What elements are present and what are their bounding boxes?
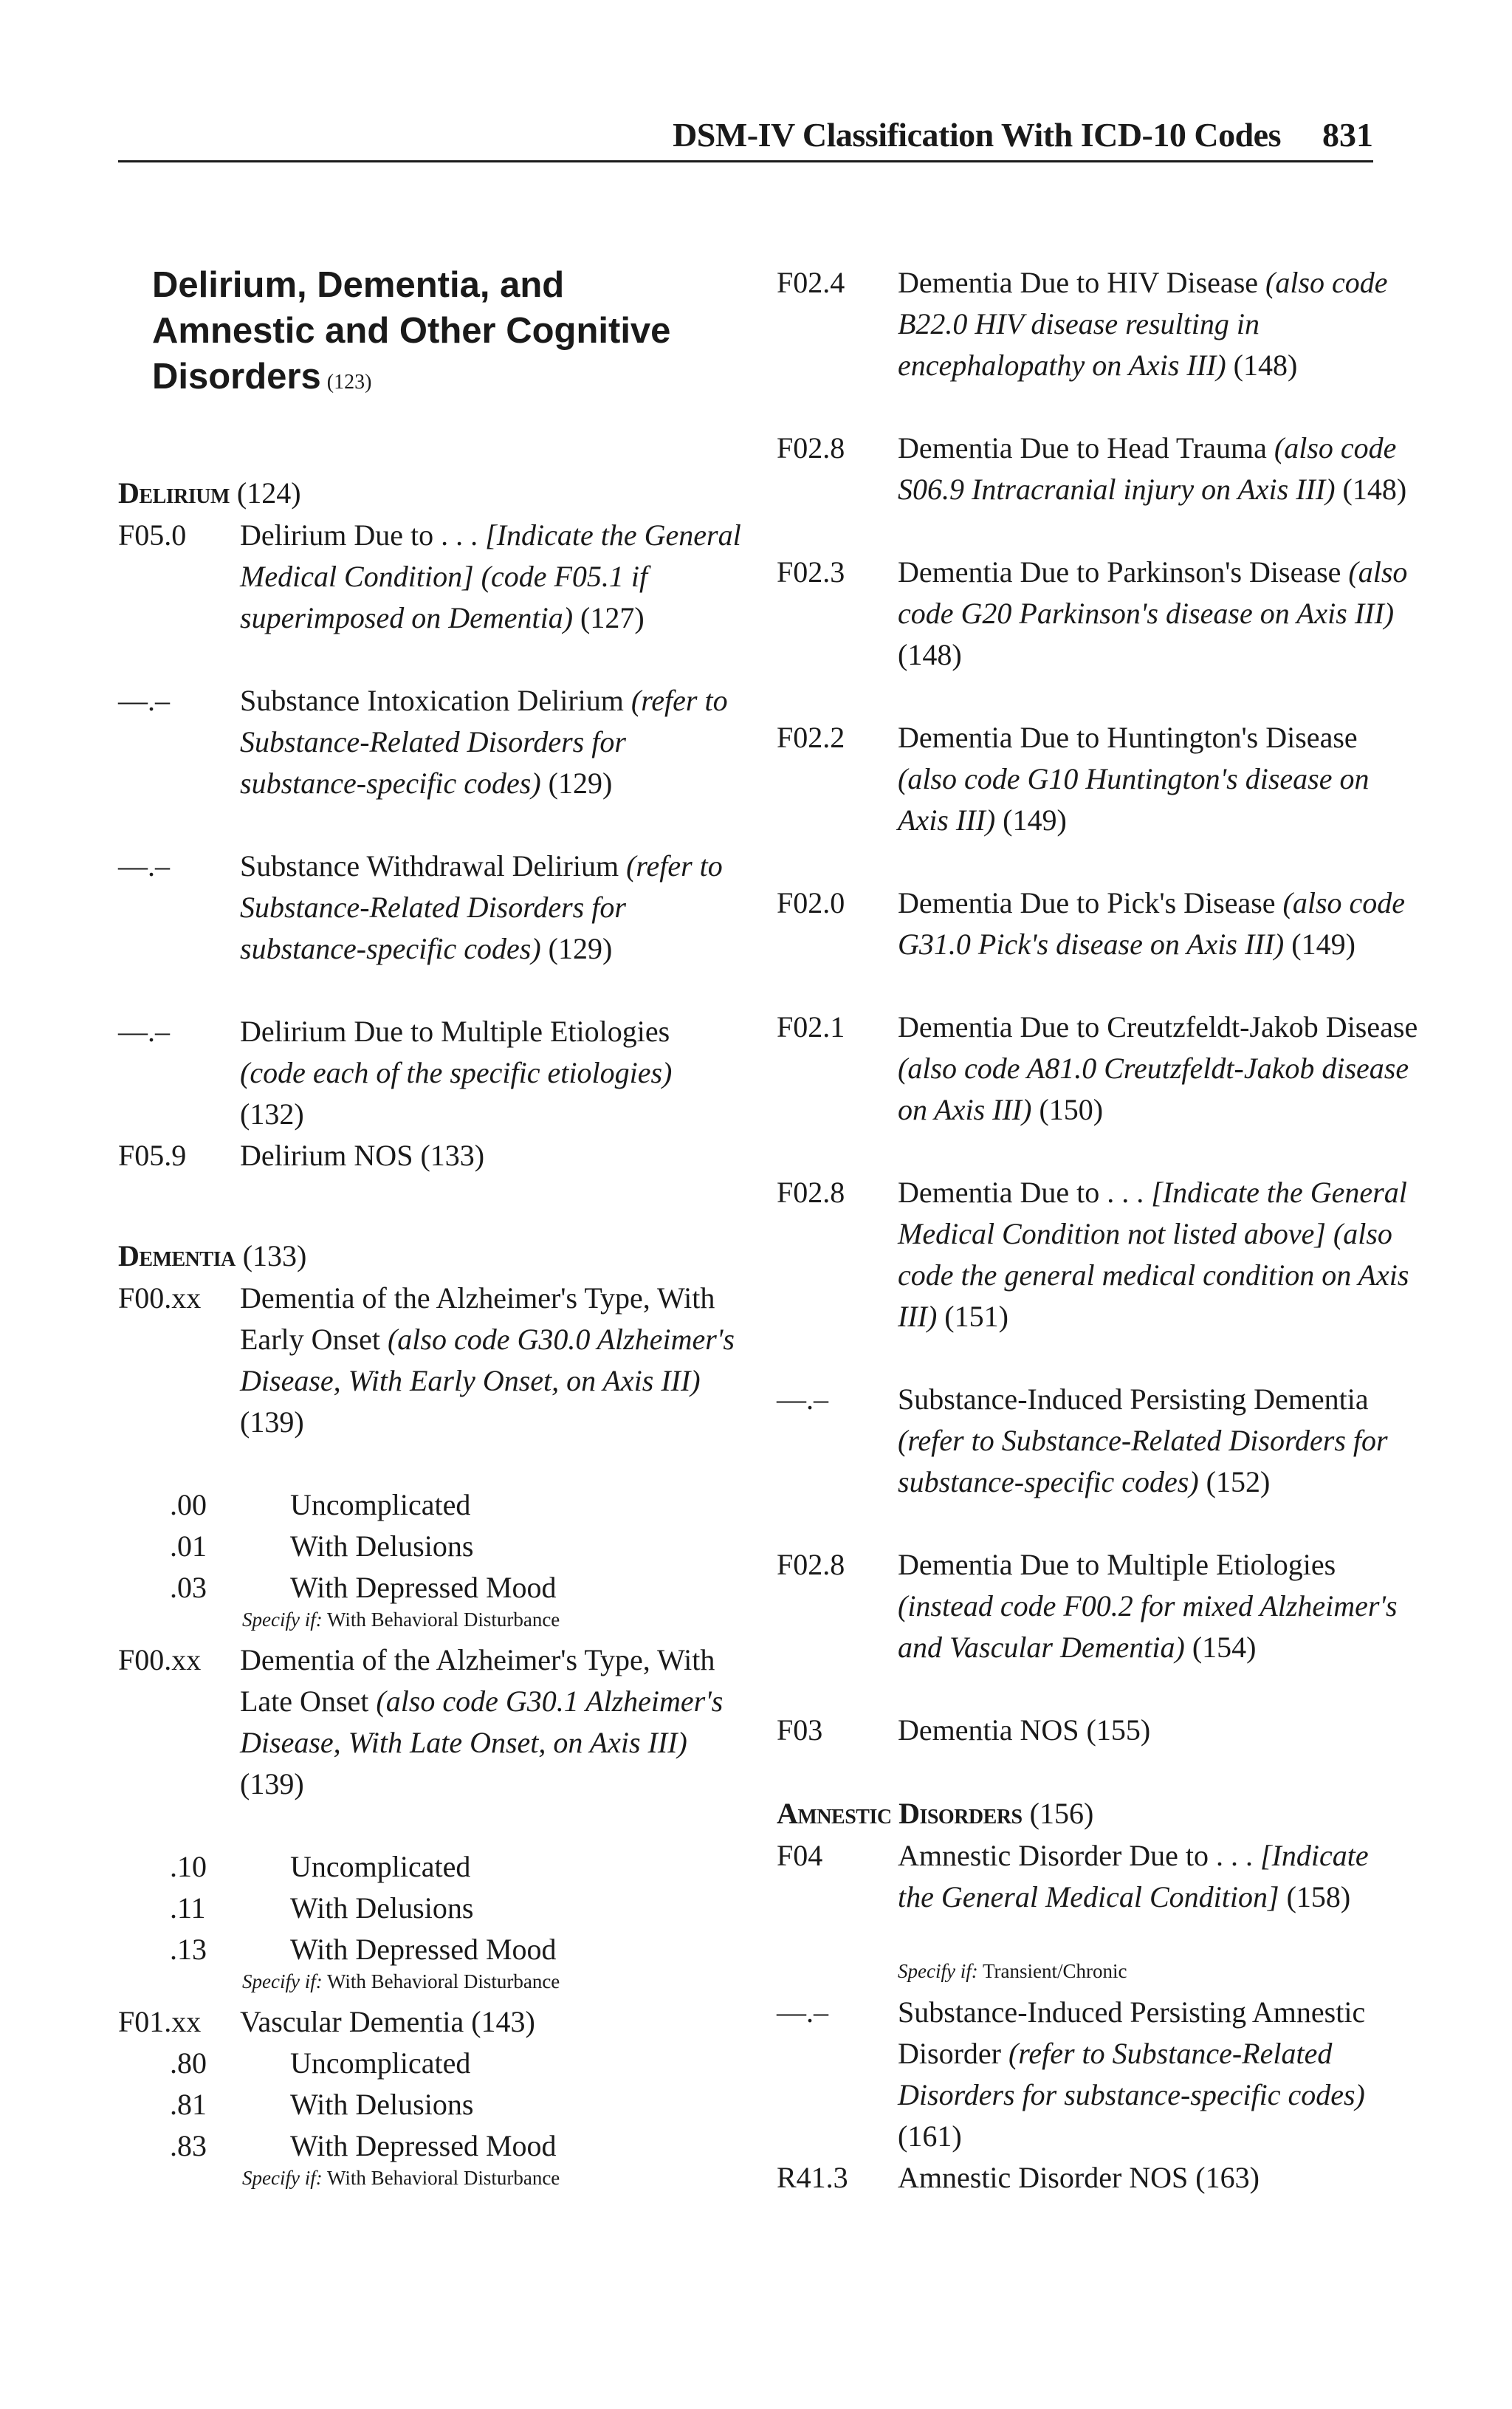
entry-text: Delirium Due to . . . [Indicate the General Medical Condition] (code F05.1 if superimposed on Dementia) (127) <box>240 518 741 634</box>
entry-r41-3 <box>777 2157 1260 2199</box>
entry-substance-intoxication-delirium <box>118 680 753 800</box>
entry-code: F02.1 <box>777 1010 845 1044</box>
section-heading-delirium: Delirium (124) <box>118 476 301 510</box>
entry-code: —.– <box>118 849 170 883</box>
entry-f05-9 <box>118 1135 753 1176</box>
entry-f00-xx-late <box>118 1639 753 1800</box>
subtype-row: .80 Uncomplicated <box>170 2046 471 2080</box>
entry-code: F02.4 <box>777 266 845 299</box>
subtype-row: .01 With Delusions <box>170 1529 474 1563</box>
entry-substance-induced-amnestic <box>777 1992 1366 2153</box>
specifier: Specify if: With Behavioral Disturbance <box>242 2167 560 2189</box>
section-heading-dementia: Dementia (133) <box>118 1239 307 1272</box>
entry-text: Amnestic Disorder NOS (163) <box>898 2161 1260 2194</box>
entry-code: —.– <box>118 1015 170 1048</box>
entry-code: F00.xx <box>118 1281 202 1315</box>
entry-text: Dementia Due to Huntington's Disease (also code G10 Huntington's disease on Axis III) (149) <box>898 721 1370 837</box>
entry-text: Substance Withdrawal Delirium (refer to Substance-Related Disorders for substance-specific codes) (129) <box>240 849 723 965</box>
entry-text: Substance-Induced Persisting Amnestic Disorder (refer to Substance-Related Disorders for substance-specific codes) (161) <box>898 1995 1366 2153</box>
entry-text: Dementia Due to Head Trauma (also code S06.9 Intracranial injury on Axis III) (148) <box>898 431 1407 506</box>
chapter-title-text: Delirium, Dementia, and Amnestic and Other Cognitive Disorders <box>152 265 671 397</box>
entry-code: —.– <box>777 1382 828 1416</box>
chapter-page-ref: (123) <box>326 371 372 394</box>
entry-code: F02.8 <box>777 1548 845 1581</box>
entry-text: Dementia of the Alzheimer's Type, With Early Onset (also code G30.0 Alzheimer's Disease, With Early Onset, on Axis III) (139) <box>240 1281 735 1439</box>
entry-code: R41.3 <box>777 2161 848 2194</box>
entry-code: F00.xx <box>118 1643 202 1676</box>
entry-code: F02.8 <box>777 431 845 465</box>
entry-code: —.– <box>777 1995 828 2029</box>
entry-text: Amnestic Disorder Due to . . . [Indicate the General Medical Condition] (158) <box>898 1839 1369 1913</box>
entry-f02-2 <box>777 717 1370 837</box>
entry-code: F05.9 <box>118 1139 187 1172</box>
entry-text: Substance-Induced Persisting Dementia (refer to Substance-Related Disorders for substance-specific codes) (152) <box>898 1382 1388 1498</box>
entry-text: Dementia Due to Multiple Etiologies (instead code F00.2 for mixed Alzheimer's and Vascular Dementia) (154) <box>898 1548 1398 1664</box>
subtype-row: .81 With Delusions <box>170 2088 474 2121</box>
entry-f02-4 <box>777 262 1388 382</box>
entry-code: —.– <box>118 684 170 717</box>
entry-f02-1 <box>777 1007 1418 1126</box>
entry-f03 <box>777 1710 1151 1751</box>
entry-f01-xx <box>118 2001 753 2043</box>
entry-text: Dementia NOS (155) <box>898 1713 1151 1747</box>
running-title: DSM-IV Classification With ICD-10 Codes <box>673 116 1281 154</box>
subtype-row: .03 With Depressed Mood <box>170 1571 557 1604</box>
specifier: Specify if: With Behavioral Disturbance <box>242 1608 560 1631</box>
chapter-title <box>152 262 684 405</box>
entry-text: Vascular Dementia (143) <box>240 2005 535 2038</box>
entry-f02-0 <box>777 883 1406 961</box>
entry-f02-8-multiple <box>777 1544 1398 1664</box>
entry-code: F01.xx <box>118 2005 202 2038</box>
entry-code: F02.3 <box>777 555 845 589</box>
entry-text: Substance Intoxication Delirium (refer to Substance-Related Disorders for substance-specific codes) (129) <box>240 684 728 800</box>
entry-text: Dementia of the Alzheimer's Type, With Late Onset (also code G30.1 Alzheimer's Disease, With Late Onset, on Axis III) (139) <box>240 1643 724 1800</box>
entry-code: F02.2 <box>777 721 845 754</box>
entry-substance-withdrawal-delirium <box>118 846 753 965</box>
subtype-row: .00 Uncomplicated <box>170 1488 471 1521</box>
subtype-row: .10 Uncomplicated <box>170 1850 471 1883</box>
entry-text: Dementia Due to Parkinson's Disease (also code G20 Parkinson's disease on Axis III) (148) <box>898 555 1408 671</box>
entry-text: Dementia Due to . . . [Indicate the General Medical Condition not listed above] (also code the general medical condition on Axis III) (151) <box>898 1176 1409 1333</box>
entry-f02-8-head-trauma <box>777 428 1407 506</box>
specifier: Specify if: Transient/Chronic <box>898 1960 1127 1982</box>
page-number: 831 <box>1322 116 1373 154</box>
entry-text: Dementia Due to Pick's Disease (also code G31.0 Pick's disease on Axis III) (149) <box>898 886 1406 961</box>
entry-f02-8-other <box>777 1172 1409 1333</box>
entry-text: Delirium Due to Multiple Etiologies (code each of the specific etiologies) (132) <box>240 1015 673 1131</box>
entry-text: Delirium NOS (133) <box>240 1139 485 1172</box>
entry-f02-3 <box>777 552 1408 671</box>
section-heading-amnestic: Amnestic Disorders (156) <box>777 1797 1094 1830</box>
specifier: Specify if: With Behavioral Disturbance <box>242 1970 560 1992</box>
entry-f00-xx-early <box>118 1278 753 1439</box>
entry-substance-induced-dementia <box>777 1379 1388 1498</box>
entry-f04 <box>777 1835 1369 1913</box>
subtype-row: .83 With Depressed Mood <box>170 2129 557 2162</box>
entry-code: F04 <box>777 1839 823 1872</box>
entry-delirium-multiple-etiologies <box>118 1011 753 1131</box>
entry-f05-0 <box>118 515 753 634</box>
entry-text: Dementia Due to Creutzfeldt-Jakob Disease (also code A81.0 Creutzfeldt-Jakob disease on Axis III) (150) <box>898 1010 1418 1126</box>
entry-text: Dementia Due to HIV Disease (also code B22.0 HIV disease resulting in encephalopathy on Axis III) (148) <box>898 266 1388 382</box>
running-header <box>118 111 1373 162</box>
entry-code: F02.8 <box>777 1176 845 1209</box>
entry-code: F02.0 <box>777 886 845 919</box>
entry-code: F03 <box>777 1713 823 1747</box>
subtype-row: .11 With Delusions <box>170 1891 474 1925</box>
entry-code: F05.0 <box>118 518 187 552</box>
subtype-row: .13 With Depressed Mood <box>170 1933 557 1966</box>
